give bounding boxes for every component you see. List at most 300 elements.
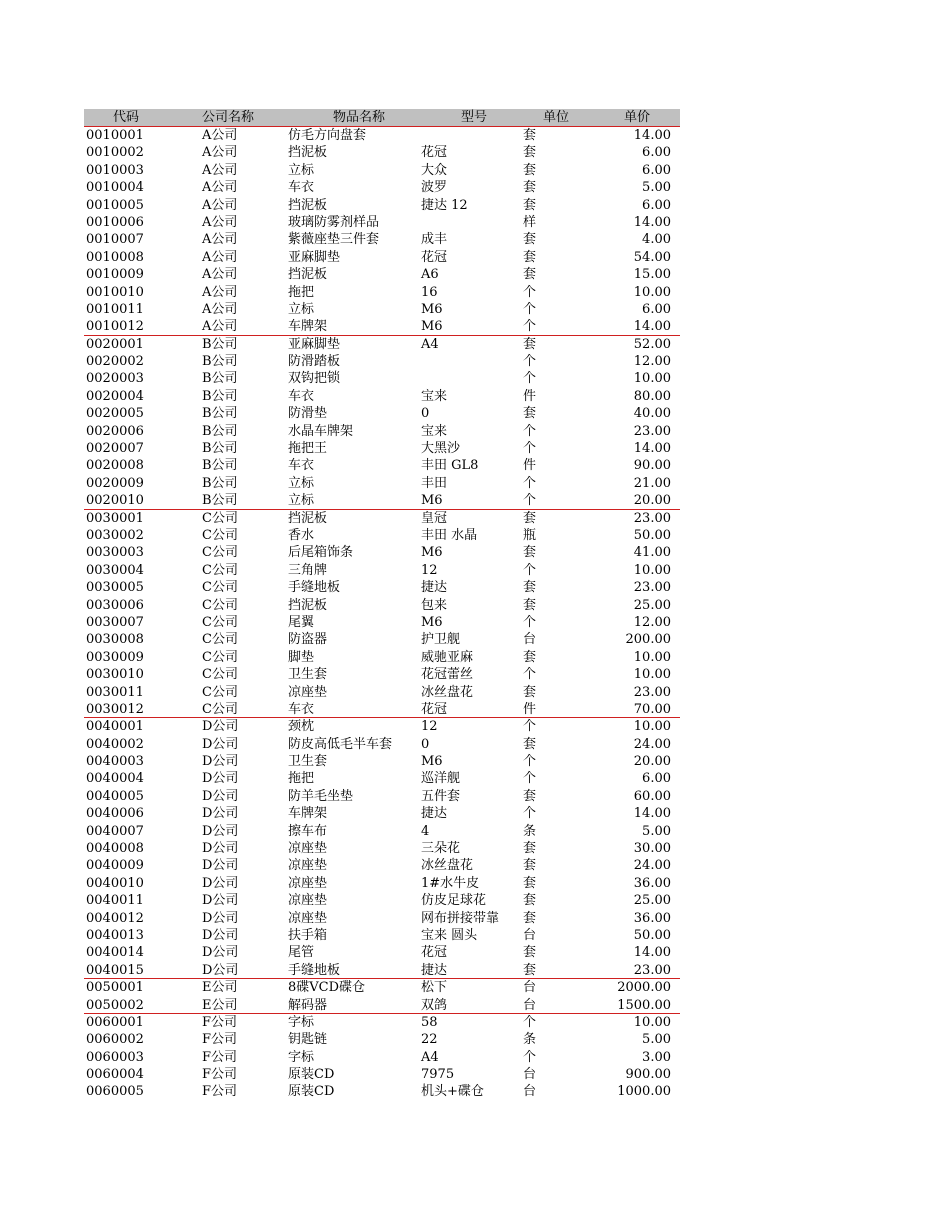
cell-unit[interactable]: 个 [523, 301, 537, 317]
cell-item[interactable]: 凉座垫 [288, 684, 328, 700]
cell-unit[interactable]: 套 [523, 267, 537, 283]
cell-code[interactable]: 0040003 [86, 754, 144, 770]
cell-item[interactable]: 凉座垫 [288, 910, 328, 926]
cell-price[interactable]: 6.00 [642, 197, 671, 213]
cell-unit[interactable]: 台 [523, 997, 537, 1013]
cell-unit[interactable]: 套 [523, 910, 537, 926]
cell-model[interactable]: 0 [421, 406, 430, 422]
cell-unit[interactable]: 个 [523, 806, 537, 822]
cell-code[interactable]: 0040004 [86, 771, 144, 787]
cell-company[interactable]: A公司 [202, 162, 238, 178]
cell-price[interactable]: 50.00 [633, 527, 671, 543]
cell-model[interactable]: 护卫舰 [421, 632, 461, 648]
cell-company[interactable]: D公司 [202, 962, 239, 978]
cell-unit[interactable]: 套 [523, 145, 537, 161]
cell-price[interactable]: 6.00 [642, 145, 671, 161]
cell-model[interactable] [421, 127, 523, 144]
cell-unit[interactable]: 样 [523, 214, 537, 230]
cell-model[interactable]: A6 [421, 267, 439, 283]
cell-company[interactable]: D公司 [202, 823, 239, 839]
cell-model[interactable]: 花冠 [421, 249, 448, 265]
cell-item[interactable]: 挡泥板 [288, 145, 328, 161]
cell-company[interactable]: B公司 [202, 388, 238, 404]
cell-price[interactable]: 14.00 [633, 319, 671, 335]
cell-unit[interactable]: 个 [523, 371, 537, 387]
cell-model[interactable]: 五件套 [421, 788, 461, 804]
cell-unit[interactable]: 台 [523, 980, 537, 996]
cell-company[interactable]: D公司 [202, 858, 239, 874]
cell-price[interactable]: 10.00 [633, 649, 671, 665]
cell-model[interactable]: 花冠 [421, 701, 448, 717]
cell-item[interactable]: 立标 [288, 301, 315, 317]
cell-unit[interactable]: 套 [523, 249, 537, 265]
cell-model[interactable]: 58 [421, 1014, 438, 1030]
cell-code[interactable]: 0040001 [86, 719, 144, 735]
cell-model[interactable]: 7975 [421, 1067, 455, 1083]
cell-model[interactable]: 丰田 GL8 [421, 458, 479, 474]
cell-model[interactable]: 丰田 [421, 475, 448, 491]
cell-price[interactable]: 25.00 [633, 893, 671, 909]
cell-code[interactable]: 0050001 [86, 980, 144, 996]
cell-code[interactable]: 0020009 [86, 475, 144, 491]
cell-company[interactable]: D公司 [202, 927, 239, 943]
cell-company[interactable]: A公司 [202, 180, 238, 196]
cell-company[interactable]: C公司 [202, 580, 238, 596]
cell-item[interactable]: 防盗器 [288, 632, 328, 648]
cell-item[interactable]: 车衣 [288, 388, 315, 404]
cell-price[interactable]: 25.00 [633, 597, 671, 613]
cell-unit[interactable]: 台 [523, 1084, 537, 1100]
cell-item[interactable]: 手缝地板 [288, 580, 341, 596]
cell-model[interactable]: 双鸽 [421, 997, 448, 1013]
cell-code[interactable]: 0030005 [86, 580, 144, 596]
cell-model[interactable]: 威驰亚麻 [421, 649, 474, 665]
cell-model[interactable]: 捷达 [421, 580, 448, 596]
cell-unit[interactable]: 套 [523, 841, 537, 857]
cell-item[interactable]: 防滑踏板 [288, 354, 341, 370]
cell-model[interactable]: A4 [421, 1049, 439, 1065]
cell-item[interactable]: 8碟VCD碟仓 [288, 980, 366, 996]
cell-company[interactable]: B公司 [202, 441, 238, 457]
cell-model[interactable]: 波罗 [421, 180, 448, 196]
cell-code[interactable]: 0040006 [86, 806, 144, 822]
cell-price[interactable]: 10.00 [633, 284, 671, 300]
cell-model[interactable]: 12 [421, 562, 438, 578]
cell-price[interactable]: 900.00 [625, 1067, 671, 1083]
cell-unit[interactable]: 个 [523, 719, 537, 735]
cell-price[interactable]: 41.00 [633, 545, 671, 561]
cell-code[interactable]: 0010001 [86, 128, 144, 143]
cell-item[interactable]: 挡泥板 [288, 267, 328, 283]
cell-item[interactable]: 擦车布 [288, 823, 328, 839]
cell-unit[interactable]: 条 [523, 823, 537, 839]
cell-item[interactable]: 扶手箱 [288, 927, 328, 943]
cell-item[interactable]: 仿毛方向盘套 [288, 128, 367, 143]
cell-code[interactable]: 0060001 [86, 1014, 144, 1030]
cell-code[interactable]: 0040005 [86, 788, 144, 804]
cell-item[interactable]: 凉座垫 [288, 875, 328, 891]
cell-company[interactable]: D公司 [202, 736, 239, 752]
cell-code[interactable]: 0020004 [86, 388, 144, 404]
cell-code[interactable]: 0020005 [86, 406, 144, 422]
header-model[interactable]: 型号 [460, 110, 487, 125]
cell-item[interactable]: 拖把 [288, 771, 315, 787]
cell-company[interactable]: F公司 [202, 1067, 238, 1083]
cell-company[interactable]: D公司 [202, 841, 239, 857]
cell-item[interactable]: 后尾箱饰条 [288, 545, 354, 561]
cell-item[interactable]: 脚垫 [288, 649, 315, 665]
header-item[interactable]: 物品名称 [332, 110, 385, 125]
cell-company[interactable]: D公司 [202, 788, 239, 804]
cell-model[interactable]: M6 [421, 301, 443, 317]
cell-unit[interactable]: 个 [523, 475, 537, 491]
cell-price[interactable]: 10.00 [633, 562, 671, 578]
cell-company[interactable]: A公司 [202, 284, 238, 300]
cell-unit[interactable]: 个 [523, 562, 537, 578]
cell-unit[interactable]: 个 [523, 423, 537, 439]
cell-company[interactable]: D公司 [202, 806, 239, 822]
cell-model[interactable]: M6 [421, 754, 443, 770]
cell-model[interactable]: 捷达 12 [421, 197, 468, 213]
cell-item[interactable]: 字标 [288, 1014, 315, 1030]
cell-company[interactable]: A公司 [202, 214, 238, 230]
cell-code[interactable]: 0060005 [86, 1084, 144, 1100]
cell-price[interactable]: 54.00 [633, 249, 671, 265]
cell-code[interactable]: 0010010 [86, 284, 144, 300]
cell-company[interactable]: C公司 [202, 510, 238, 526]
cell-company[interactable]: C公司 [202, 527, 238, 543]
header-unit[interactable]: 单位 [542, 110, 569, 125]
cell-item[interactable]: 立标 [288, 162, 315, 178]
cell-code[interactable]: 0020003 [86, 371, 144, 387]
cell-code[interactable]: 0010012 [86, 319, 144, 335]
cell-model[interactable]: 机头+碟仓 [421, 1084, 484, 1100]
cell-unit[interactable]: 套 [523, 788, 537, 804]
cell-unit[interactable]: 套 [523, 180, 537, 196]
cell-code[interactable]: 0030006 [86, 597, 144, 613]
cell-unit[interactable]: 件 [523, 388, 537, 404]
cell-price[interactable]: 20.00 [633, 754, 671, 770]
cell-company[interactable]: A公司 [202, 145, 238, 161]
cell-company[interactable]: D公司 [202, 945, 239, 961]
cell-model[interactable]: 22 [421, 1032, 438, 1048]
cell-company[interactable]: F公司 [202, 1032, 238, 1048]
cell-code[interactable]: 0040008 [86, 841, 144, 857]
cell-price[interactable]: 14.00 [633, 214, 671, 230]
cell-price[interactable]: 36.00 [633, 875, 671, 891]
cell-item[interactable]: 防皮高低毛半车套 [288, 736, 393, 752]
cell-model[interactable]: 花冠蕾丝 [421, 667, 474, 683]
cell-code[interactable]: 0060002 [86, 1032, 144, 1048]
cell-item[interactable]: 防羊毛坐垫 [288, 788, 354, 804]
cell-code[interactable]: 0010011 [86, 301, 144, 317]
cell-company[interactable]: F公司 [202, 1084, 238, 1100]
cell-model[interactable]: 12 [421, 719, 438, 735]
cell-unit[interactable]: 套 [523, 875, 537, 891]
cell-code[interactable]: 0010007 [86, 232, 144, 248]
cell-company[interactable]: A公司 [202, 128, 238, 143]
cell-model[interactable]: M6 [421, 493, 443, 509]
cell-code[interactable]: 0030004 [86, 562, 144, 578]
cell-item[interactable]: 手缝地板 [288, 962, 341, 978]
cell-model[interactable]: 冰丝盘花 [421, 684, 474, 700]
cell-price[interactable]: 12.00 [633, 614, 671, 630]
cell-item[interactable]: 挡泥板 [288, 197, 328, 213]
cell-unit[interactable]: 个 [523, 493, 537, 509]
cell-company[interactable]: C公司 [202, 684, 238, 700]
cell-code[interactable]: 0040011 [86, 893, 144, 909]
cell-unit[interactable]: 套 [523, 597, 537, 613]
cell-item[interactable]: 立标 [288, 493, 315, 509]
cell-item[interactable]: 凉座垫 [288, 893, 328, 909]
cell-model[interactable]: 丰田 水晶 [421, 527, 478, 543]
cell-price[interactable]: 30.00 [633, 841, 671, 857]
cell-unit[interactable]: 个 [523, 1014, 537, 1030]
cell-unit[interactable]: 个 [523, 771, 537, 787]
cell-item[interactable]: 卫生套 [288, 667, 328, 683]
cell-price[interactable]: 14.00 [633, 441, 671, 457]
cell-code[interactable]: 0040012 [86, 910, 144, 926]
cell-unit[interactable]: 套 [523, 962, 537, 978]
cell-item[interactable]: 车衣 [288, 701, 315, 717]
cell-code[interactable]: 0020010 [86, 493, 144, 509]
cell-unit[interactable]: 套 [523, 336, 537, 352]
cell-item[interactable]: 车衣 [288, 180, 315, 196]
cell-code[interactable]: 0020007 [86, 441, 144, 457]
cell-item[interactable]: 亚麻脚垫 [288, 336, 341, 352]
cell-unit[interactable]: 个 [523, 354, 537, 370]
cell-code[interactable]: 0060003 [86, 1049, 144, 1065]
cell-unit[interactable]: 个 [523, 614, 537, 630]
header-price[interactable]: 单价 [623, 110, 650, 125]
cell-unit[interactable]: 套 [523, 510, 537, 526]
cell-item[interactable]: 水晶车牌架 [288, 423, 354, 439]
cell-price[interactable]: 2000.00 [617, 980, 671, 996]
cell-item[interactable]: 香水 [288, 527, 315, 543]
cell-code[interactable]: 0040009 [86, 858, 144, 874]
cell-code[interactable]: 0030001 [86, 510, 144, 526]
cell-item[interactable]: 尾管 [288, 945, 315, 961]
cell-code[interactable]: 0020008 [86, 458, 144, 474]
cell-item[interactable]: 拖把 [288, 284, 315, 300]
cell-price[interactable]: 14.00 [633, 945, 671, 961]
cell-unit[interactable]: 套 [523, 858, 537, 874]
cell-price[interactable]: 3.00 [642, 1049, 671, 1065]
cell-unit[interactable]: 套 [523, 162, 537, 178]
cell-item[interactable]: 亚麻脚垫 [288, 249, 341, 265]
cell-model[interactable]: 皇冠 [421, 510, 448, 526]
cell-model[interactable]: M6 [421, 614, 443, 630]
cell-unit[interactable]: 个 [523, 1049, 537, 1065]
cell-company[interactable]: D公司 [202, 893, 239, 909]
cell-code[interactable]: 0030009 [86, 649, 144, 665]
cell-item[interactable]: 原装CD [288, 1084, 335, 1100]
cell-item[interactable]: 车衣 [288, 458, 315, 474]
cell-unit[interactable]: 台 [523, 632, 537, 648]
cell-company[interactable]: C公司 [202, 667, 238, 683]
cell-unit[interactable]: 套 [523, 945, 537, 961]
cell-price[interactable]: 10.00 [633, 1014, 671, 1030]
cell-model[interactable]: 冰丝盘花 [421, 858, 474, 874]
cell-code[interactable]: 0030008 [86, 632, 144, 648]
cell-price[interactable]: 52.00 [633, 336, 671, 352]
cell-item[interactable]: 车牌架 [288, 319, 328, 335]
cell-item[interactable]: 钥匙链 [288, 1032, 328, 1048]
cell-price[interactable]: 36.00 [633, 910, 671, 926]
cell-code[interactable]: 0040013 [86, 927, 144, 943]
cell-price[interactable]: 10.00 [633, 719, 671, 735]
cell-code[interactable]: 0010005 [86, 197, 144, 213]
cell-item[interactable]: 原装CD [288, 1067, 335, 1083]
cell-company[interactable]: F公司 [202, 1049, 238, 1065]
cell-code[interactable]: 0030011 [86, 684, 144, 700]
cell-price[interactable]: 6.00 [642, 301, 671, 317]
cell-company[interactable]: A公司 [202, 319, 238, 335]
cell-company[interactable]: A公司 [202, 267, 238, 283]
cell-company[interactable]: B公司 [202, 493, 238, 509]
cell-price[interactable]: 40.00 [633, 406, 671, 422]
cell-company[interactable]: D公司 [202, 910, 239, 926]
cell-company[interactable]: C公司 [202, 545, 238, 561]
cell-company[interactable]: D公司 [202, 875, 239, 891]
cell-item[interactable]: 紫薇座垫三件套 [288, 232, 380, 248]
cell-model[interactable]: 成丰 [421, 232, 448, 248]
cell-unit[interactable]: 个 [523, 284, 537, 300]
cell-item[interactable]: 卫生套 [288, 754, 328, 770]
cell-price[interactable]: 10.00 [633, 371, 671, 387]
cell-item[interactable]: 挡泥板 [288, 510, 328, 526]
cell-model[interactable]: 巡洋舰 [421, 771, 461, 787]
cell-price[interactable]: 5.00 [642, 180, 671, 196]
cell-code[interactable]: 0010008 [86, 249, 144, 265]
header-code[interactable]: 代码 [112, 110, 139, 125]
cell-company[interactable]: A公司 [202, 249, 238, 265]
cell-model[interactable]: 宝来 [421, 388, 448, 404]
cell-code[interactable]: 0010006 [86, 214, 144, 230]
cell-company[interactable]: C公司 [202, 614, 238, 630]
cell-code[interactable]: 0020006 [86, 423, 144, 439]
cell-company[interactable]: C公司 [202, 701, 238, 717]
cell-unit[interactable]: 件 [523, 701, 537, 717]
cell-price[interactable]: 24.00 [633, 858, 671, 874]
cell-model[interactable] [421, 353, 523, 370]
cell-model[interactable]: 4 [421, 823, 430, 839]
cell-code[interactable]: 0040014 [86, 945, 144, 961]
cell-code[interactable]: 0060004 [86, 1067, 144, 1083]
cell-company[interactable]: C公司 [202, 632, 238, 648]
cell-unit[interactable]: 套 [523, 736, 537, 752]
cell-company[interactable]: A公司 [202, 301, 238, 317]
cell-item[interactable]: 双钩把锁 [288, 371, 341, 387]
cell-company[interactable]: B公司 [202, 458, 238, 474]
cell-price[interactable]: 14.00 [633, 806, 671, 822]
cell-company[interactable]: B公司 [202, 406, 238, 422]
cell-code[interactable]: 0040007 [86, 823, 144, 839]
cell-unit[interactable]: 瓶 [523, 527, 537, 543]
cell-item[interactable]: 凉座垫 [288, 858, 328, 874]
cell-company[interactable]: B公司 [202, 371, 238, 387]
cell-price[interactable]: 90.00 [633, 458, 671, 474]
cell-model[interactable]: 三朵花 [421, 841, 461, 857]
cell-price[interactable]: 10.00 [633, 667, 671, 683]
cell-unit[interactable]: 套 [523, 893, 537, 909]
cell-unit[interactable]: 台 [523, 1067, 537, 1083]
cell-model[interactable]: 包来 [421, 597, 448, 613]
cell-unit[interactable]: 套 [523, 580, 537, 596]
cell-code[interactable]: 0010004 [86, 180, 144, 196]
cell-price[interactable]: 5.00 [642, 1032, 671, 1048]
cell-code[interactable]: 0010002 [86, 145, 144, 161]
cell-price[interactable]: 5.00 [642, 823, 671, 839]
cell-model[interactable]: 花冠 [421, 945, 448, 961]
cell-unit[interactable]: 套 [523, 197, 537, 213]
cell-item[interactable]: 车牌架 [288, 806, 328, 822]
cell-model[interactable]: 捷达 [421, 962, 448, 978]
cell-code[interactable]: 0010003 [86, 162, 144, 178]
cell-unit[interactable]: 个 [523, 319, 537, 335]
cell-item[interactable]: 玻璃防雾剂样品 [288, 214, 380, 230]
cell-company[interactable]: A公司 [202, 232, 238, 248]
cell-price[interactable]: 23.00 [633, 510, 671, 526]
cell-price[interactable]: 15.00 [633, 267, 671, 283]
cell-company[interactable]: A公司 [202, 197, 238, 213]
cell-price[interactable]: 24.00 [633, 736, 671, 752]
cell-code[interactable]: 0040002 [86, 736, 144, 752]
cell-model[interactable]: 宝来 [421, 423, 448, 439]
cell-unit[interactable]: 个 [523, 754, 537, 770]
cell-model[interactable]: 花冠 [421, 145, 448, 161]
cell-code[interactable]: 0030003 [86, 545, 144, 561]
cell-unit[interactable]: 条 [523, 1032, 537, 1048]
cell-code[interactable]: 0030010 [86, 667, 144, 683]
cell-price[interactable]: 60.00 [633, 788, 671, 804]
cell-model[interactable]: 仿皮足球花 [421, 893, 487, 909]
cell-model[interactable]: 宝来 圆头 [421, 927, 478, 943]
cell-model[interactable]: 捷达 [421, 806, 448, 822]
cell-company[interactable]: C公司 [202, 649, 238, 665]
cell-code[interactable]: 0010009 [86, 267, 144, 283]
cell-item[interactable]: 尾翼 [288, 614, 315, 630]
cell-unit[interactable]: 件 [523, 458, 537, 474]
cell-item[interactable]: 解码器 [288, 997, 328, 1013]
header-company[interactable]: 公司名称 [201, 110, 254, 125]
cell-company[interactable]: B公司 [202, 423, 238, 439]
cell-price[interactable]: 200.00 [625, 632, 671, 648]
cell-model[interactable]: 松下 [421, 980, 448, 996]
cell-price[interactable]: 12.00 [633, 354, 671, 370]
cell-item[interactable]: 防滑垫 [288, 406, 328, 422]
cell-unit[interactable]: 个 [523, 667, 537, 683]
cell-company[interactable]: B公司 [202, 354, 238, 370]
cell-price[interactable]: 1500.00 [617, 997, 671, 1013]
cell-company[interactable]: C公司 [202, 597, 238, 613]
cell-unit[interactable]: 套 [523, 406, 537, 422]
cell-price[interactable]: 6.00 [642, 162, 671, 178]
cell-unit[interactable]: 套 [523, 684, 537, 700]
cell-company[interactable]: B公司 [202, 336, 238, 352]
cell-price[interactable]: 50.00 [633, 927, 671, 943]
cell-company[interactable]: C公司 [202, 562, 238, 578]
cell-model[interactable]: 16 [421, 284, 438, 300]
cell-item[interactable]: 字标 [288, 1049, 315, 1065]
cell-unit[interactable]: 套 [523, 128, 537, 143]
cell-code[interactable]: 0020002 [86, 354, 144, 370]
cell-company[interactable]: D公司 [202, 754, 239, 770]
cell-company[interactable]: B公司 [202, 475, 238, 491]
cell-item[interactable]: 凉座垫 [288, 841, 328, 857]
cell-unit[interactable]: 套 [523, 232, 537, 248]
cell-price[interactable]: 6.00 [642, 771, 671, 787]
